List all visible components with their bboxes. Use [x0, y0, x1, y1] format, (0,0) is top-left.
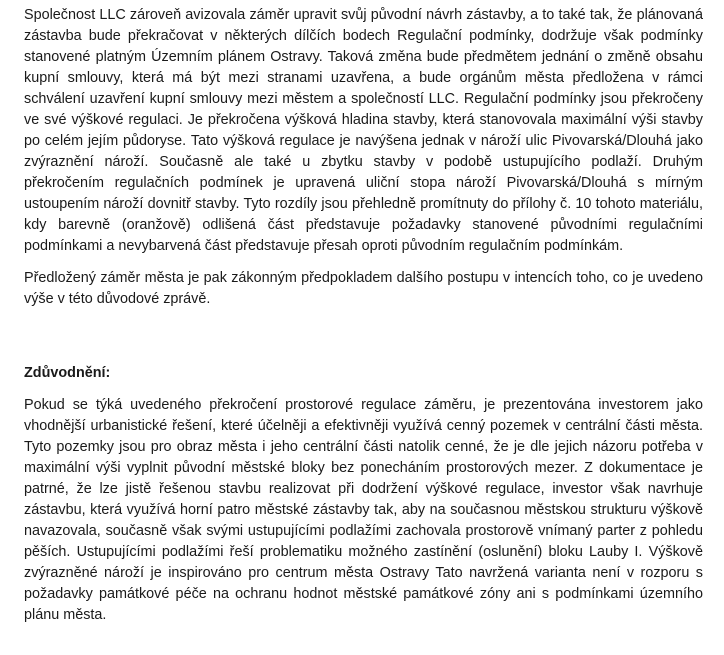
paragraph-plan: Předložený záměr města je pak zákonným předpokladem dalšího postupu v intencích toho, co je uvedeno výše v této důvodové zprávě.: [24, 270, 703, 307]
section-heading: Zdůvodnění:: [24, 365, 111, 381]
paragraph-intro: Společnost LLC zároveň avizovala záměr upravit svůj původní návrh zástavby, a to také tak, že plánovaná zástavba bude překračovat v některých dílčích bodech Regulační podmínky, dodržuje však podmínky stanovené platným Územním plánem Ostravy. Taková změna bude předmětem jednání o změně obsahu kupní smlouvy, která má být mezi stranami uzavřena, a bude orgánům města předložena v rámci schválení uzavření kupní smlouvy mezi městem a společností LLC. Regulační podmínky jsou překročeny ve své výškové regulaci. Je překročena výšková hladina stavby, která stanovovala maximální výši stavby po celém jejím půdorysе. Tato výšková regulace je navýšena jednak v nároží ulic Pivovarská/Dlouhá jako zvýraznění nároží. Současně ale také u zbytku stavby v podobě ustupujícího podlaží. Druhým překročením regulačních podmínek je upravená uliční stopa nároží Pivovarská/Dlouhá s mírným ustoupením nároží dovnitř stavby. Tyto rozdíly jsou přehledně promítnuty do přílohy č. 10 tohoto materiálu, kdy barevně (oranžově) odlišená část představuje požadavky stanovené původními regulačními podmínkami a nevybarvená část představuje přesah oproti původním regulačním podmínkám.: [24, 7, 703, 254]
paragraph-justification: Pokud se týká uvedeného překročení prostorové regulace záměru, je prezentována investorem jako vhodnější urbanistické řešení, které účelněji a efektivněji využívá cenný pozemek v centrální části města. Tyto pozemky jsou pro obraz města i jeho centrální části natolik cenné, že je dle jejich názoru potřeba v maximální výši vyplnit původní městské bloky bez ponecháním prostorových mezer. Z dokumentace je patrné, že lze jistě řešenou stavbu realizovat při dodržení výškové regulace, investor však navrhuje zástavbu, která využívá horní patro městské zástavby tak, aby na současnou městskou strukturu výškově navazovala, současně však svými ustupujícími podlažími zachovala prostorově vnímaný parter z pohledu pěších. Ustupujícími podlažími řeší problematiku možného zastínění (oslunění) bloku Lauby I. Výškově zvýrazněné nároží je inspirováno pro centrum města Ostravy Tato navržená varianta není v rozporu s požadavky památkové péče na ochranu hodnot městské památkové zóny ani s podmínkami územního plánu města.: [24, 397, 703, 623]
